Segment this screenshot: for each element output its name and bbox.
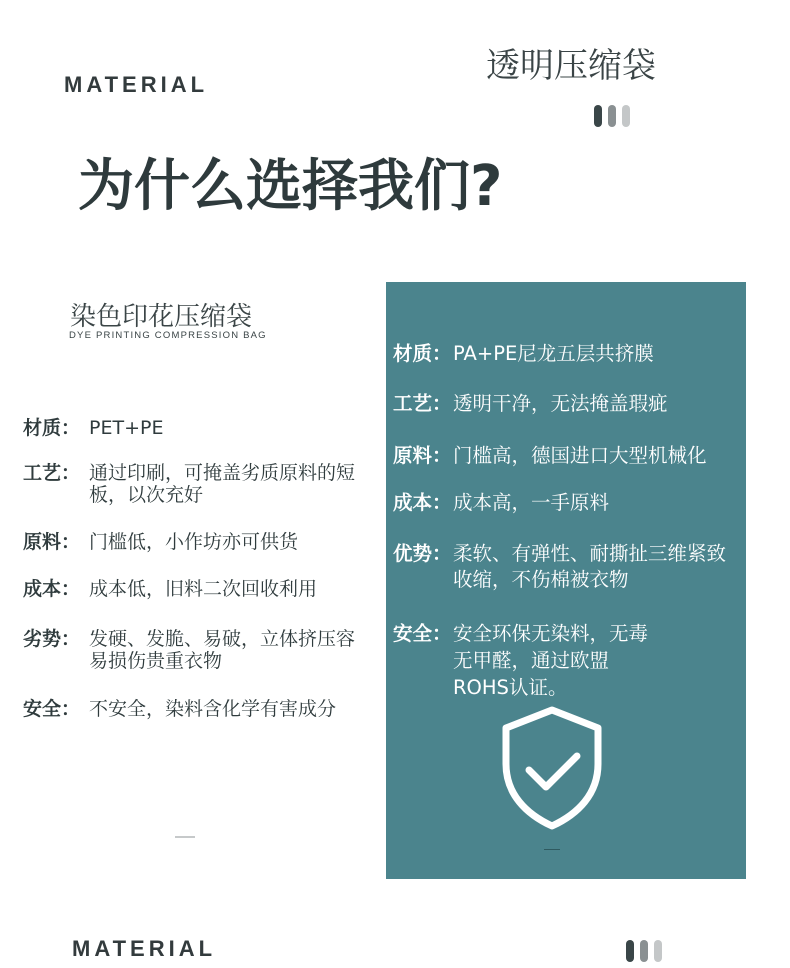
spec-key: 劣势： xyxy=(23,628,81,650)
spec-value: 门槛低，小作坊亦可供货 xyxy=(89,531,299,553)
left-column-subtitle: DYE PRINTING COMPRESSION BAG xyxy=(69,330,267,341)
spec-row-cost xyxy=(23,578,359,600)
spec-key: 优势： xyxy=(393,542,452,565)
spec-row-safety xyxy=(23,698,359,720)
spec-key: 工艺： xyxy=(23,462,81,484)
spec-key: 材质： xyxy=(23,417,81,439)
product-title: 透明压缩袋 xyxy=(486,46,656,86)
spec-key: 工艺： xyxy=(393,392,452,415)
material-label-top: MATERIAL xyxy=(64,72,209,97)
shield-check-icon xyxy=(498,706,606,830)
spec-key: 原料： xyxy=(393,444,452,467)
dots-indicator-top xyxy=(594,105,630,127)
dot xyxy=(622,105,630,127)
spec-row-raw xyxy=(23,531,359,553)
spec-value: PET+PE xyxy=(89,417,164,439)
spec-value: 安全环保无染料，无毒无甲醛，通过欧盟ROHS认证。 xyxy=(453,622,649,699)
dot xyxy=(608,105,616,127)
spec-row-weakness xyxy=(23,628,359,672)
spec-key: 成本： xyxy=(393,491,452,514)
divider-dash xyxy=(544,849,560,850)
spec-value: 发硬、发脆、易破，立体挤压容易损伤贵重衣物 xyxy=(89,628,356,672)
spec-row-safety xyxy=(393,620,653,701)
spec-row-material xyxy=(393,343,753,365)
spec-key: 成本： xyxy=(23,578,81,600)
left-column-title: 染色印花压缩袋 xyxy=(70,302,253,332)
spec-row-process xyxy=(23,462,359,506)
spec-row-material xyxy=(23,417,359,439)
dot xyxy=(594,105,602,127)
spec-key: 材质： xyxy=(393,342,452,365)
dot xyxy=(654,940,662,962)
main-title: 为什么选择我们? xyxy=(78,154,503,219)
spec-row-cost xyxy=(393,492,753,514)
spec-value: 不安全，染料含化学有害成分 xyxy=(89,698,337,720)
spec-value: 柔软、有弹性、耐撕扯三维紧致收缩，不伤棉被衣物 xyxy=(453,542,727,591)
spec-value: 透明干净，无法掩盖瑕疵 xyxy=(453,392,668,415)
spec-value: 门槛高，德国进口大型机械化 xyxy=(453,444,707,467)
spec-row-advantage xyxy=(393,541,743,593)
spec-value: PA+PE尼龙五层共挤膜 xyxy=(453,342,654,365)
spec-row-process xyxy=(393,393,753,415)
dot xyxy=(640,940,648,962)
material-label-bottom: MATERIAL xyxy=(72,936,217,961)
spec-key: 安全： xyxy=(393,622,452,645)
spec-value: 成本高，一手原料 xyxy=(453,491,610,514)
spec-key: 安全： xyxy=(23,698,81,720)
dots-indicator-bottom xyxy=(626,940,662,962)
spec-value: 通过印刷，可掩盖劣质原料的短板，以次充好 xyxy=(89,462,356,506)
spec-row-raw xyxy=(393,445,753,467)
dot xyxy=(626,940,634,962)
spec-value: 成本低，旧料二次回收利用 xyxy=(89,578,318,600)
divider-dash xyxy=(175,836,195,838)
spec-key: 原料： xyxy=(23,531,81,553)
